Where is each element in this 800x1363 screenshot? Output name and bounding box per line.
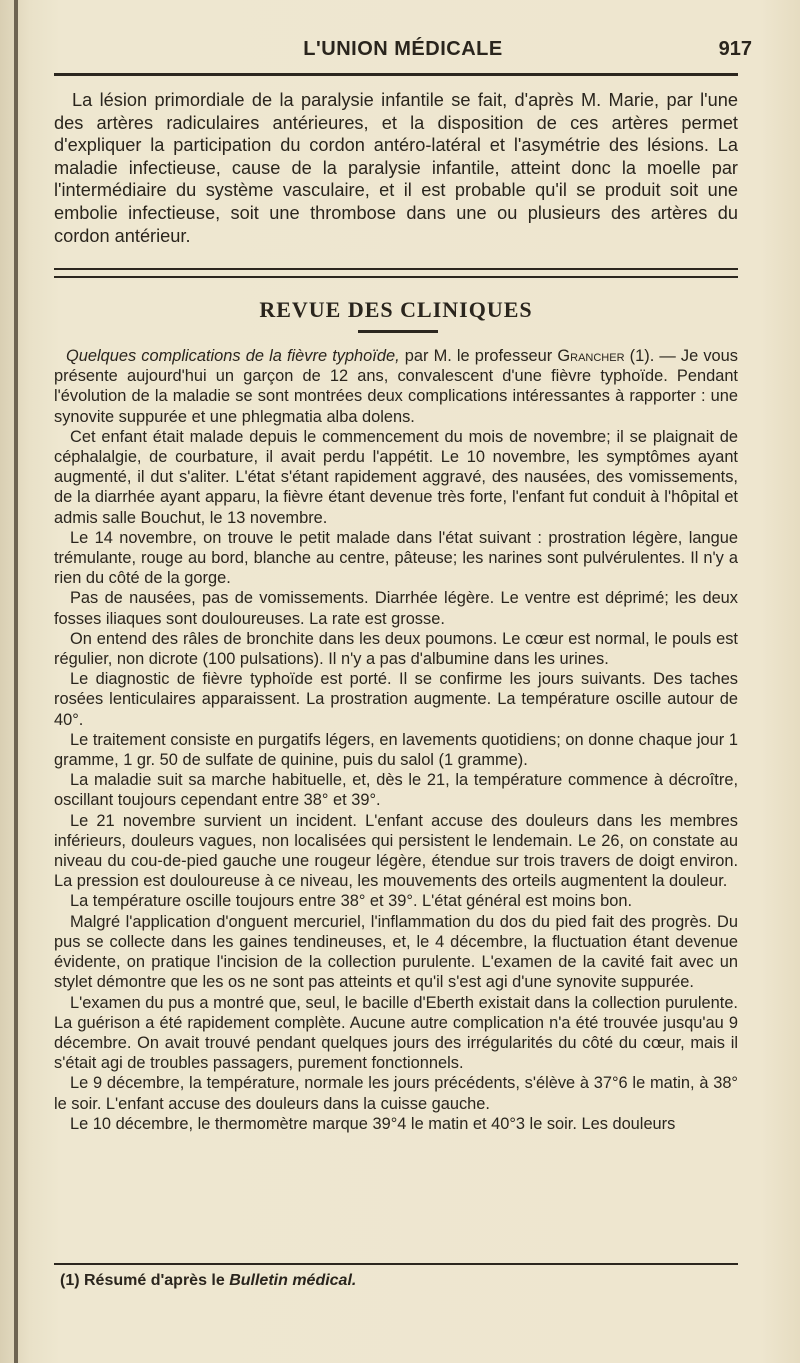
footnote	[60, 1272, 356, 1290]
header-rule	[54, 73, 738, 76]
section-heading: REVUE DES CLINIQUES	[259, 297, 533, 322]
paragraph: Malgré l'application d'onguent mercuriel, l'inflammation du dos du pied fait des progrès. Du pus se collecte dans les gaines tendineuses, et, le 4 décembre, la fluctuation étant devenue évidente, on pratique l'incision de la collection purulente. L'examen de la cavité fait avec un stylet démontre que les os ne sont pas atteints et qu'il s'est agi d'une synovite suppurée.	[54, 912, 738, 992]
section-divider	[54, 268, 738, 278]
page-number: 917	[718, 38, 752, 60]
paragraph: L'examen du pus a montré que, seul, le bacille d'Eberth existait dans la collection purulente. La guérison a été rapidement complète. Aucune autre complication n'a été trouvée jusqu'au 9 décembre. On avait trouvé pendant quelques jours des irrégularités du côté du cœur, mais il s'était agi de troubles passagers, purement fonctionnels.	[54, 993, 738, 1073]
footnote-marker: (1) Résumé d'après le	[60, 1272, 230, 1289]
paragraph: Cet enfant était malade depuis le commencement du mois de novembre; il se plaignait de céphalalgie, de courbature, il avait perdu l'appétit. Le 10 novembre, les symptômes ayant augmenté, il dut s'aliter. L'état s'étant rapidement aggravé, des nausées, des vomissements, de la diarrhée ayant apparu, la fièvre étant devenue très forte, l'enfant fut conduit à l'hôpital et admis salle Bouchut, le 13 novembre.	[54, 427, 738, 527]
page-header	[54, 38, 752, 68]
paragraph: Le 21 novembre survient un incident. L'enfant accuse des douleurs dans les membres inférieurs, douleurs vagues, non localisées qui persistent le lendemain. Le 26, on constate au niveau du cou-de-pied gauche une rougeur légère, étendue sur trois travers de doigt environ. La pression est douloureuse à ce niveau, les mouvements des orteils augmentent la douleur.	[54, 811, 738, 891]
running-title: L'UNION MÉDICALE	[303, 38, 503, 60]
paragraph: Le 14 novembre, on trouve le petit malade dans l'état suivant : prostration légère, langue trémulante, rouge au bord, blanche au centre, pâteuse; les narines sont pulvérulentes. Il n'y a rien du côté de la gorge.	[54, 528, 738, 588]
article-opening-paragraph	[54, 346, 738, 427]
author-name: Grancher	[557, 347, 625, 365]
footnote-source: Bulletin médical.	[229, 1272, 357, 1289]
paragraph: Pas de nausées, pas de vomissements. Diarrhée légère. Le ventre est déprimé; les deux fosses iliaques sont douloureuses. La rate est grosse.	[54, 589, 738, 628]
paragraph: La température oscille toujours entre 38° et 39°. L'état général est moins bon.	[70, 892, 633, 911]
opening-text: Je vous présente aujourd'hui un garçon de 12 ans, convalescent d'une fièvre typhoïde. Pendant l'évolution de la maladie se sont montrées deux complications intéressantes à rapporter : une synovite suppurée et une phlegmatia alba dolens.	[54, 347, 738, 426]
paragraph: On entend des râles de bronchite dans les deux poumons. Le cœur est normal, le pouls est régulier, non dicrote (100 pulsations). Il n'y a pas d'albumine dans les urines.	[54, 629, 738, 669]
footnote-rule	[54, 1263, 738, 1265]
paragraph: Le traitement consiste en purgatifs légers, en lavements quotidiens; on donne chaque jour 1 gramme, 1 gr. 50 de sulfate de quinine, puis du salol (1 gramme).	[54, 730, 738, 770]
heading-underline	[358, 330, 438, 333]
article-title: Quelques complications de la fièvre typhoïde,	[66, 347, 400, 365]
paragraph: Le diagnostic de fièvre typhoïde est porté. Il se confirme les jours suivants. Des taches rosées lenticulaires apparaissent. La prostration augmente. La température oscille autour de 40°.	[54, 670, 738, 729]
author-prefix: par M. le professeur	[399, 347, 558, 365]
paragraph: La maladie suit sa marche habituelle, et, dès le 21, la température commence à décroître, oscillant toujours cependant entre 38° et 39°.	[54, 771, 738, 810]
author-suffix: (1). —	[624, 347, 681, 365]
intro-paragraph-block	[54, 89, 738, 247]
binding-edge	[14, 0, 18, 1363]
intro-paragraph: La lésion primordiale de la paralysie infantile se fait, d'après M. Marie, par l'une des artères radiculaires antérieures, et la disposition de ces artères permet d'expliquer la participation du cordon antéro-latéral et l'asymétrie des lésions. La maladie infectieuse, cause de la paralysie infantile, atteint donc la moelle par l'intermédiaire du système vasculaire, et il est probable qu'il se produit soit une embolie infectieuse, soit une thrombose dans une ou plusieurs des artères du cordon antérieur.	[54, 90, 738, 246]
paragraph: Le 10 décembre, le thermomètre marque 39°4 le matin et 40°3 le soir. Les douleurs	[70, 1114, 676, 1133]
article-body	[54, 346, 738, 1134]
paragraph: Le 9 décembre, la température, normale les jours précédents, s'élève à 37°6 le matin, à 38° le soir. L'enfant accuse des douleurs dans la cuisse gauche.	[54, 1074, 738, 1113]
